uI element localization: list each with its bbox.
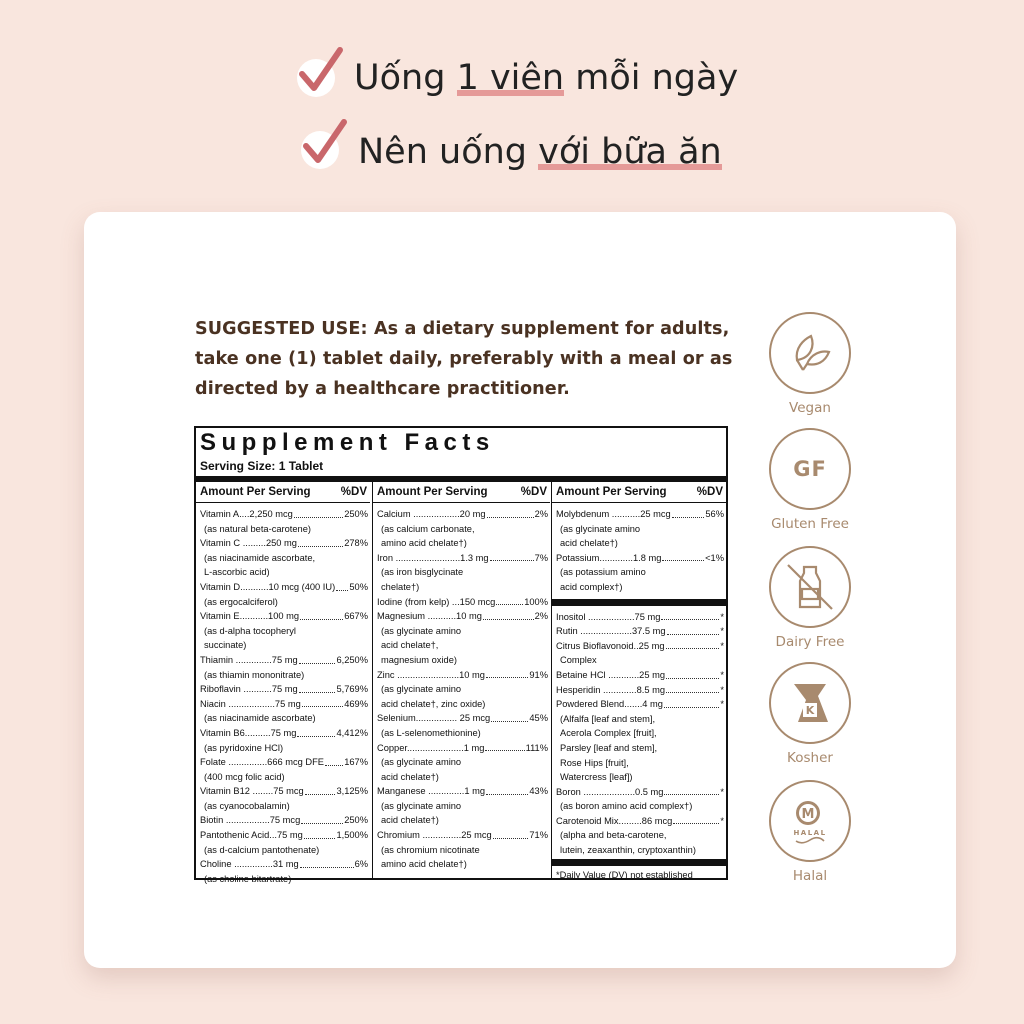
facts-rows (196, 503, 370, 886)
daily-value: 56% (705, 509, 724, 519)
nutrient-name: Potassium.............1.8 mg (556, 552, 662, 563)
suggested-use-text: SUGGESTED USE: As a dietary supplement for adults, take one (1) tablet daily, preferably with a meal or as directed by a healthcare practitioner. (195, 319, 733, 399)
daily-value: 6,250% (336, 654, 368, 665)
underlined-text: với bữa ăn (538, 132, 722, 172)
daily-value: 167% (344, 757, 368, 768)
nutrient-name: Manganese ..............1 mg (377, 786, 485, 797)
facts-row (200, 653, 368, 668)
facts-row (200, 595, 368, 610)
facts-row (556, 610, 724, 625)
daily-value: 43% (529, 786, 548, 797)
daily-value: * (720, 786, 724, 797)
serving-size: Serving Size: 1 Tablet (200, 459, 324, 473)
nutrient-name: acid chelate†) (381, 815, 439, 826)
nutrient-name: Copper......................1 mg (377, 742, 485, 753)
facts-row (200, 726, 368, 741)
nutrient-name: Folate ...............666 mcg DFE (200, 757, 325, 768)
facts-row (377, 507, 548, 522)
facts-row (377, 828, 548, 843)
facts-row (556, 770, 724, 785)
nutrient-name: chelate†) (381, 581, 420, 592)
nutrient-name: (as potassium amino (560, 567, 646, 578)
daily-value: 6% (354, 859, 368, 870)
daily-value: 91% (529, 669, 548, 680)
facts-row (377, 711, 548, 726)
nutrient-name: Rose Hips [fruit], (560, 757, 629, 768)
daily-value: 45% (529, 713, 548, 724)
facts-row (556, 565, 724, 580)
daily-value: 3,125% (336, 786, 368, 797)
daily-value: * (720, 669, 724, 680)
nutrient-name: Vitamin D...........10 mcg (400 IU) (200, 581, 336, 592)
facts-row (377, 726, 548, 741)
nutrient-name: (400 mcg folic acid) (204, 771, 285, 782)
nutrient-name: Thiamin ..............75 mg (200, 654, 298, 665)
facts-row (377, 522, 548, 537)
facts-row (556, 697, 724, 712)
nutrient-name: Zinc ........................10 mg (377, 669, 485, 680)
daily-value: 111% (525, 742, 548, 753)
nutrient-name: (Alfalfa [leaf and stem], (560, 713, 656, 724)
nutrient-name: (alpha and beta-carotene, (560, 830, 667, 841)
nutrient-name: Pantothenic Acid...75 mg (200, 830, 303, 841)
supplement-facts-title: Supplement Facts (200, 429, 495, 456)
facts-row (200, 872, 368, 887)
svg-text:K: K (805, 704, 815, 717)
facts-row (556, 624, 724, 639)
daily-value: 278% (344, 538, 368, 549)
nutrient-name: amino acid chelate†) (381, 538, 467, 549)
nutrient-name: Magnesium ...........10 mg (377, 611, 482, 622)
daily-value: 469% (344, 698, 368, 709)
facts-row (377, 668, 548, 683)
facts-row (377, 843, 548, 858)
facts-row (200, 536, 368, 551)
nutrient-name: (as natural beta-carotene) (204, 523, 311, 534)
nutrient-name: Riboflavin ...........75 mg (200, 684, 298, 695)
svg-text:HALAL: HALAL (793, 829, 827, 837)
nutrient-name: Vitamin C .........250 mg (200, 538, 297, 549)
nutrient-name: Inositol ..................75 mg (556, 611, 661, 622)
daily-value: * (720, 815, 724, 826)
nutrient-name: Vitamin B6..........75 mg (200, 727, 297, 738)
facts-row (556, 843, 724, 858)
nutrient-name: (as glycinate amino (381, 800, 462, 811)
nutrient-name: (as cyanocobalamin) (204, 800, 290, 811)
facts-row (556, 785, 724, 800)
facts-row (200, 813, 368, 828)
badge-kosher: K Kosher (768, 662, 852, 766)
facts-row (377, 595, 548, 610)
nutrient-name: (as glycinate amino (560, 523, 641, 534)
facts-row (556, 726, 724, 741)
nutrient-name: Citrus Bioflavonoid..25 mg (556, 640, 665, 651)
daily-value: * (720, 684, 724, 695)
nutrient-name: lutein, zeaxanthin, cryptoxanthin) (560, 845, 696, 856)
vegan-leaf-icon (769, 312, 851, 394)
facts-row (377, 609, 548, 624)
facts-row (377, 565, 548, 580)
facts-row (377, 697, 548, 712)
facts-row (200, 668, 368, 683)
facts-row (377, 536, 548, 551)
facts-row (200, 624, 368, 639)
facts-row (377, 624, 548, 639)
daily-value: * (720, 699, 724, 710)
facts-row (377, 799, 548, 814)
facts-row (200, 609, 368, 624)
facts-row (377, 682, 548, 697)
nutrient-name: (as boron amino acid complex†) (560, 801, 693, 812)
nutrient-name: (as choline bitartrate) (204, 873, 292, 884)
nutrient-name: Parsley [leaf and stem], (560, 742, 658, 753)
facts-row (377, 857, 548, 872)
facts-row (556, 712, 724, 727)
daily-value: * (720, 626, 724, 637)
facts-row (200, 741, 368, 756)
headline-row-1 (0, 42, 1024, 112)
nutrient-name: Biotin .................75 mcg (200, 815, 301, 826)
nutrient-name: acid chelate†, zinc oxide) (381, 698, 486, 709)
facts-row (377, 784, 548, 799)
daily-value: 250% (344, 815, 368, 826)
facts-row (377, 741, 548, 756)
nutrient-name: acid chelate†, (381, 640, 439, 651)
dairy-free-icon (769, 546, 851, 628)
footnote: *Daily Value (DV) not established (556, 869, 693, 880)
nutrient-name: Iron .........................1.3 mg (377, 552, 489, 563)
daily-value: 2% (534, 509, 548, 519)
facts-row (200, 711, 368, 726)
daily-value: 7% (534, 552, 548, 563)
facts-row (200, 857, 368, 872)
column-header: Amount Per Serving %DV (196, 482, 370, 503)
facts-row (377, 551, 548, 566)
facts-row (200, 770, 368, 785)
facts-row (200, 565, 368, 580)
facts-row (556, 653, 724, 668)
facts-row (377, 653, 548, 668)
nutrient-name: (as glycinate amino (381, 684, 462, 695)
facts-row (556, 756, 724, 771)
divider (552, 599, 726, 606)
facts-row (200, 755, 368, 770)
nutrient-name: acid complex†) (560, 581, 623, 592)
nutrient-name: Calcium ..................20 mg (377, 509, 486, 519)
badge-vegan: Vegan (768, 312, 852, 416)
facts-row (556, 814, 724, 829)
nutrient-name: acid chelate†) (381, 771, 439, 782)
nutrient-name: Powdered Blend.......4 mg (556, 699, 663, 710)
nutrient-name: Hesperidin .............8.5 mg (556, 684, 666, 695)
supplement-facts-panel (194, 426, 728, 884)
daily-value: 2% (534, 611, 548, 622)
facts-row (556, 507, 724, 522)
facts-rows (552, 608, 726, 858)
facts-row (200, 697, 368, 712)
nutrient-name: (as glycinate amino (381, 757, 462, 768)
nutrient-name: Niacin ..................75 mg (200, 698, 301, 709)
facts-rows (373, 503, 550, 872)
nutrient-name: Vitamin E...........100 mg (200, 611, 300, 622)
facts-row (200, 843, 368, 858)
facts-row (377, 770, 548, 785)
daily-value: 5,769% (336, 684, 368, 695)
facts-row (200, 828, 368, 843)
facts-row (556, 536, 724, 551)
badge-halal: M HALAL Halal (768, 780, 852, 884)
nutrient-name: Selenium................ 25 mcg (377, 713, 491, 724)
nutrient-name: succinate) (204, 640, 247, 651)
nutrient-name: Vitamin A....2,250 mcg (200, 509, 293, 519)
facts-row (556, 828, 724, 843)
facts-column-2 (372, 482, 550, 878)
nutrient-name: Betaine HCl ............25 mg (556, 669, 666, 680)
nutrient-name: Chromium ...............25 mcg (377, 830, 492, 841)
nutrient-name: amino acid chelate†) (381, 859, 467, 870)
nutrient-name: Acerola Complex [fruit], (560, 728, 657, 739)
facts-rows (552, 503, 726, 595)
facts-row (377, 813, 548, 828)
nutrient-name: Watercress [leaf]) (560, 772, 633, 783)
daily-value: 667% (344, 611, 368, 622)
facts-row (200, 682, 368, 697)
daily-value: <1% (705, 552, 724, 563)
daily-value: 4,412% (336, 727, 368, 738)
facts-column-3 (551, 482, 726, 878)
daily-value: 50% (349, 581, 368, 592)
nutrient-name: (as thiamin mononitrate) (204, 669, 305, 680)
badge-gluten-free: GF Gluten Free (768, 428, 852, 532)
nutrient-name: (as d-calcium pantothenate) (204, 844, 320, 855)
daily-value: 1,500% (336, 830, 368, 841)
facts-row (377, 580, 548, 595)
facts-row (200, 580, 368, 595)
checkmark-icon (296, 116, 356, 176)
nutrient-name: (as calcium carbonate, (381, 523, 475, 534)
nutrient-name: L-ascorbic acid) (204, 567, 270, 578)
facts-row (556, 639, 724, 654)
facts-row (200, 799, 368, 814)
facts-row (556, 741, 724, 756)
facts-row (556, 683, 724, 698)
facts-row (200, 551, 368, 566)
headline-text-1: Uống 1 viên mỗi ngày (354, 58, 739, 98)
gluten-free-icon: GF (769, 428, 851, 510)
divider (552, 859, 726, 866)
facts-row (556, 522, 724, 537)
nutrient-name: (as d-alpha tocopheryl (204, 625, 296, 636)
nutrient-name: Rutin ....................37.5 mg (556, 626, 666, 637)
nutrient-name: Molybdenum ...........25 mcg (556, 509, 671, 519)
nutrient-name: Iodine (from kelp) ...150 mcg (377, 596, 496, 607)
nutrient-name: (as L-selenomethionine) (381, 727, 481, 738)
facts-row (556, 580, 724, 595)
nutrient-name: (as niacinamide ascorbate, (204, 552, 316, 563)
column-header: Amount Per Serving %DV (373, 482, 550, 503)
kosher-icon (769, 662, 851, 744)
facts-row (200, 507, 368, 522)
facts-column-1 (196, 482, 370, 884)
daily-value: * (720, 640, 724, 651)
underlined-text: 1 viên (456, 58, 565, 98)
facts-row (200, 784, 368, 799)
facts-row (556, 799, 724, 814)
daily-value: 250% (344, 509, 368, 519)
product-info-card (84, 212, 956, 968)
facts-row (377, 638, 548, 653)
daily-value: 100% (524, 596, 548, 607)
nutrient-name: Boron ....................0.5 mg (556, 786, 664, 797)
svg-text:M: M (801, 807, 815, 822)
nutrient-name: Complex (560, 655, 597, 666)
daily-value: 71% (529, 830, 548, 841)
daily-value: * (720, 611, 724, 622)
nutrient-name: (as ergocalciferol) (204, 596, 278, 607)
nutrient-name: (as glycinate amino (381, 625, 462, 636)
checkmark-icon (292, 44, 352, 104)
column-header: Amount Per Serving %DV (552, 482, 726, 503)
nutrient-name: acid chelate†) (560, 538, 618, 549)
nutrient-name: Choline ...............31 mg (200, 859, 299, 870)
nutrient-name: magnesium oxide) (381, 654, 457, 665)
facts-row (200, 522, 368, 537)
facts-row (556, 551, 724, 566)
nutrient-name: (as iron bisglycinate (381, 567, 464, 578)
nutrient-name: (as niacinamide ascorbate) (204, 713, 316, 724)
nutrient-name: Carotenoid Mix.........86 mcg (556, 815, 673, 826)
headline-text-2: Nên uống với bữa ăn (358, 132, 722, 172)
nutrient-name: Vitamin B12 ........75 mcg (200, 786, 304, 797)
halal-icon (769, 780, 851, 862)
headline-row-2 (0, 112, 1024, 182)
badge-dairy-free: Dairy Free (768, 546, 852, 650)
nutrient-name: (as pyridoxine HCl) (204, 742, 284, 753)
nutrient-name: (as chromium nicotinate (381, 844, 480, 855)
facts-row (556, 668, 724, 683)
facts-row (200, 638, 368, 653)
facts-row (377, 755, 548, 770)
